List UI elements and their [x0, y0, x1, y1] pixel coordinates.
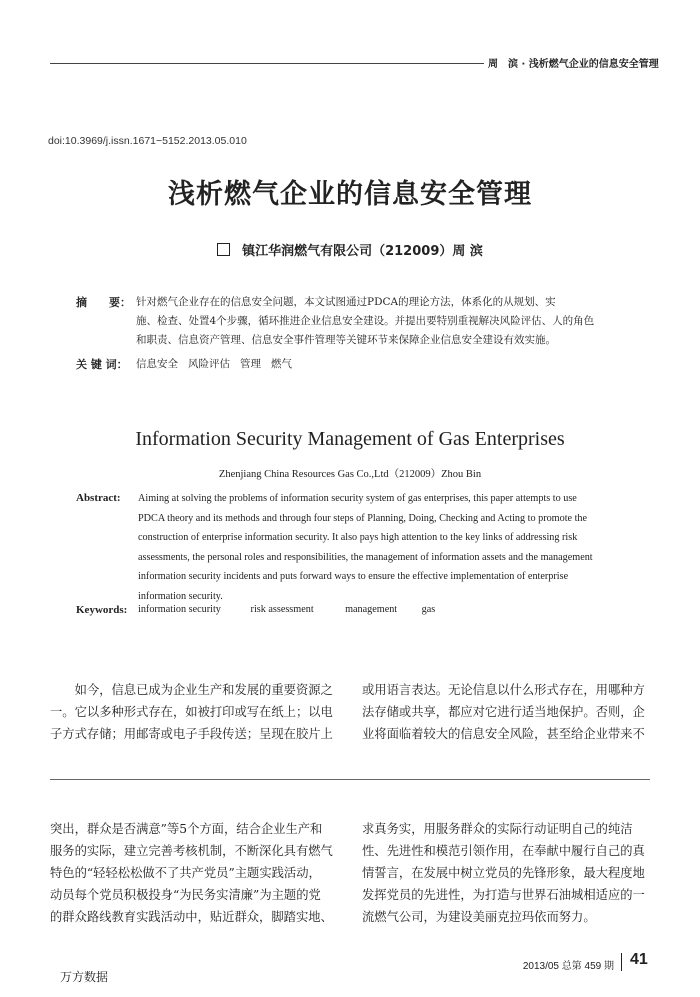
body-bottom-left-column: [50, 818, 342, 928]
body-bottom-right-column: [362, 818, 657, 928]
square-marker-icon: [217, 243, 230, 256]
abstract-en: [138, 489, 628, 607]
author-en: Zhenjiang China Resources Gas Co.,Ltd（212009）Zhou Bin: [218, 469, 482, 480]
body-line: 一。它以多种形式存在，如被打印或写在纸上；以电: [50, 705, 333, 719]
body-line: 的群众路线教育实践活动中，贴近群众，脚踏实地、: [50, 910, 333, 924]
body-line: 服务的实际，建立完善考核机制，不断深化具有燃气: [50, 844, 333, 858]
keyword-en: risk assessment: [250, 604, 314, 615]
issue-info: 2013/05 总第 459 期: [522, 961, 614, 972]
abstract-en-line: Aiming at solving the problems of information security system of gas enterprises, this paper attempts to use: [138, 493, 577, 504]
page-number: 41: [630, 951, 648, 968]
watermark: 万方数据: [60, 970, 109, 984]
body-line: 子方式存储；用邮寄或电子手段传送；呈现在胶片上: [50, 727, 333, 741]
body-top-left-column: [50, 679, 342, 745]
keyword-en: gas: [421, 604, 436, 615]
keyword-en: management: [345, 604, 398, 615]
abstract-en-line: construction of enterprise information security. It also pays high attention to the key links of addressing risk: [138, 532, 578, 544]
author-cn: 镇江华润燃气有限公司（212009）周 滨: [242, 244, 483, 259]
body-top-right-column: [362, 679, 657, 745]
body-line: 性、先进性和模范引领作用，在奉献中履行自己的真: [362, 844, 645, 858]
keyword-en: information security: [138, 604, 221, 615]
keyword-cn: 风险评估: [188, 358, 231, 370]
body-line: 或用语言表达。无论信息以什么形式存在，用哪种方: [362, 683, 645, 697]
footer-divider: [621, 953, 622, 971]
body-line: 流燃气公司，为建设美丽克拉玛依而努力。: [362, 910, 596, 924]
abstract-en-line: information security incidents and puts forward ways to ensure the effective implementation of enterprise: [138, 571, 569, 583]
paper-title-en: Information Security Management of Gas Enterprises: [135, 428, 565, 450]
body-line: 发挥党员的先进性，为打造与世界石油城相适应的一: [362, 888, 645, 902]
keyword-cn: 管理: [240, 358, 262, 370]
body-line: 突出，群众是否满意”等5个方面，结合企业生产和: [50, 822, 323, 836]
body-line: 业将面临着较大的信息安全风险，甚至给企业带来不: [362, 727, 645, 741]
abstract-cn-line: 施、检查、处置4个步骤，循环推进企业信息安全建设。并提出要特别重视解决风险评估、人的角色: [136, 315, 595, 327]
abstract-en-line: PDCA theory and its methods and through four steps of Planning, Doing, Checking and Acting to promote the: [138, 512, 588, 524]
body-line: 如今，信息已成为企业生产和发展的重要资源之: [74, 683, 333, 697]
body-line: 情誓言，在发展中树立党员的先锋形象，最大程度地: [362, 866, 645, 880]
body-line: 特色的“轻轻松松做不了共产党员”主题实践活动，: [50, 866, 321, 880]
keyword-cn: 信息安全: [136, 358, 178, 370]
doi: doi:10.3969/j.issn.1671−5152.2013.05.010: [48, 135, 247, 147]
abstract-en-line: information security.: [138, 590, 223, 602]
body-line: 动员每个党员积极投身“为民务实清廉”为主题的党: [50, 888, 321, 902]
abstract-cn-line: 和职责、信息资产管理、信息安全事件管理等关键环节来保障企业信息安全建设有效实施。: [136, 334, 556, 346]
keyword-cn: 燃气: [271, 358, 293, 370]
keywords-cn-label: 关 键 词：: [76, 358, 128, 371]
keywords-en-label: Keywords:: [76, 604, 128, 616]
keywords-cn: [136, 355, 292, 374]
abstract-en-line: assessments, the personal roles and responsibilities, the management of information assets and the management: [138, 551, 593, 563]
abstract-en-label: Abstract:: [76, 492, 121, 504]
paper-title-cn: 浅析燃气企业的信息安全管理: [168, 179, 532, 210]
keywords-en: [138, 600, 558, 620]
running-title: 周 滨 · 浅析燃气企业的信息安全管理: [484, 55, 659, 70]
author-line-cn: [0, 240, 700, 259]
abstract-cn-line: 针对燃气企业存在的信息安全问题，本文试图通过PDCA的理论方法，体系化的从规划、实: [136, 296, 556, 308]
abstract-cn: [136, 293, 636, 350]
section-divider: [50, 779, 650, 780]
body-line: 法存储或共享，都应对它进行适当地保护。否则，企: [362, 705, 645, 719]
abstract-cn-label: 摘 要：: [76, 296, 131, 309]
body-line: 求真务实，用服务群众的实际行动证明自己的纯洁: [362, 822, 633, 836]
